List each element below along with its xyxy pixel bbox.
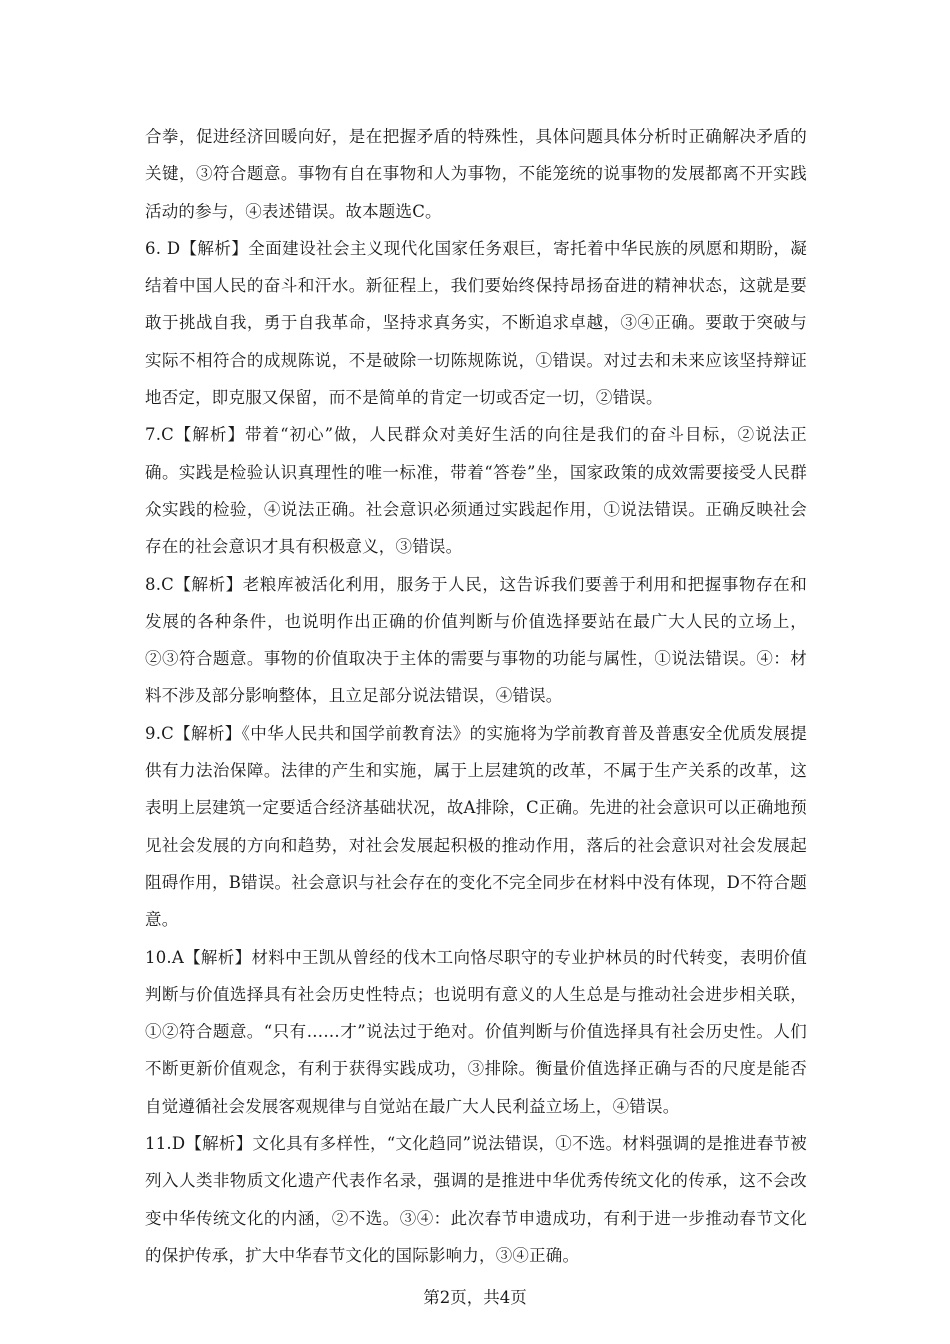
answer-explanations (145, 118, 807, 1274)
paragraph-question-8: 8.C【解析】老粮库被活化利用，服务于人民，这告诉我们要善于利用和把握事物存在和发展的各种条件，也说明作出正确的价值判断与价值选择要站在最广大人民的立场上，②③符合题意。事物的价值取决于主体的需要与事物的功能与属性，①说法错误。④：材料不涉及部分影响整体，且立足部分说法错误，④错误。 (145, 574, 807, 706)
paragraph-question-9: 9.C【解析】《中华人民共和国学前教育法》的实施将为学前教育普及普惠安全优质发展提供有力法治保障。法律的产生和实施，属于上层建筑的改革，不属于生产关系的改革，这表明上层建筑一定要适合经济基础状况，故A排除，C正确。先进的社会意识可以正确地预见社会发展的方向和趋势，对社会发展起积极的推动作用，落后的社会意识对社会发展起阻碍作用，B错误。社会意识与社会存在的变化不完全同步在材料中没有体现，D不符合题意。 (145, 723, 807, 930)
paragraph-question-7: 7.C【解析】带着“初心”做，人民群众对美好生活的向往是我们的奋斗目标，②说法正确。实践是检验认识真理性的唯一标准，带着“答卷”坐，国家政策的成效需要接受人民群众实践的检验，④说法正确。社会意识必须通过实践起作用，①说法错误。正确反映社会存在的社会意识才具有积极意义，③错误。 (145, 425, 807, 557)
page-number-footer: 第2页，共4页 (423, 1288, 527, 1307)
paragraph-question-10: 10.A【解析】材料中王凯从曾经的伐木工向恪尽职守的专业护林员的时代转变，表明价值判断与价值选择具有社会历史性特点；也说明有意义的人生总是与推动社会进步相关联，①②符合题意。“只有……才”说法过于绝对。价值判断与价值选择具有社会历史性。人们不断更新价值观念，有利于获得实践成功，③排除。衡量价值选择正确与否的尺度是能否自觉遵循社会发展客观规律与自觉站在最广大人民利益立场上，④错误。 (145, 947, 807, 1116)
paragraph-question-6: 6. D【解析】全面建设社会主义现代化国家任务艰巨，寄托着中华民族的夙愿和期盼，凝结着中国人民的奋斗和汗水。新征程上，我们要始终保持昂扬奋进的精神状态，这就是要敢于挑战自我，勇于自我革命，坚持求真务实，不断追求卓越，③④正确。要敢于突破与实际不相符合的成规陈说，不是破除一切陈规陈说，①错误。对过去和未来应该坚持辩证地否定，即克服又保留，而不是简单的肯定一切或否定一切，②错误。 (145, 238, 807, 408)
paragraph-question-11: 11.D【解析】文化具有多样性，“文化趋同”说法错误，①不选。材料强调的是推进春节被列入人类非物质文化遗产代表作名录，强调的是推进中华优秀传统文化的传承，这不会改变中华传统文化的内涵，②不选。③④：此次春节申遗成功，有利于进一步推动春节文化的保护传承，扩大中华春节文化的国际影响力，③④正确。 (145, 1134, 807, 1265)
paragraph-continuation: 合拳，促进经济回暖向好，是在把握矛盾的特殊性，具体问题具体分析时正确解决矛盾的关键，③符合题意。事物有自在事物和人为事物，不能笼统的说事物的发展都离不开实践活动的参与，④表述错误。故本题选C。 (145, 127, 807, 221)
